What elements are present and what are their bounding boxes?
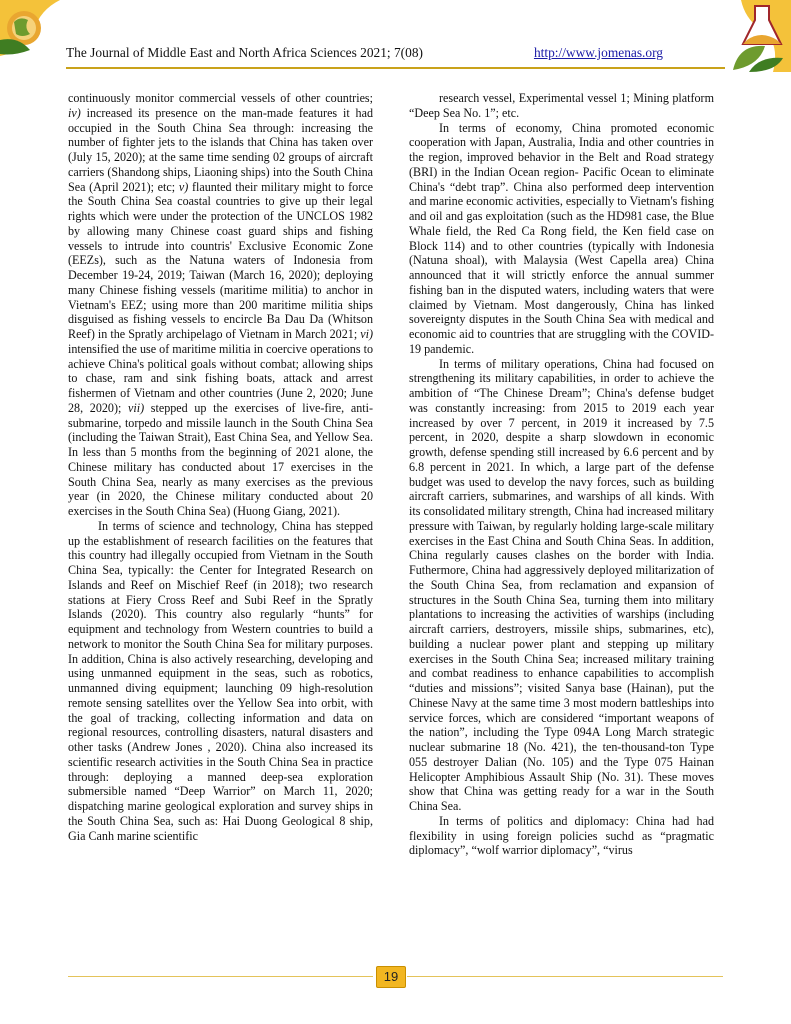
- paragraph-politics: In terms of politics and diplomacy: China had had flexibility in using foreign policies suchd as “pragmatic diplomacy”, “wolf warrior diplomacy”, “virus: [409, 813, 714, 858]
- globe-leaf-logo-icon: [0, 0, 66, 62]
- left-column: [68, 91, 373, 843]
- paragraph: continuously monitor commercial vessels of other countries; iv) increased its presence on the man-made features it had occupied in the South China Sea through: increasing the number of fighter jets to the islands that China has taken over (July 15, 2020); at the same time sending 02 groups of aircraft carriers (Shandong ships, Liaoning ships) into the South China Sea (April 2021); etc; v) flaunted their military might to force the South China Sea coastal countries to give up their legal rights which were under the protection of the UNCLOS 1982 by allowing many Chinese coast guard ships and fishing vessels to intrude into countris' Exclusive Economic Zone (EEZs), such as the Natuna waters of Indonesia from December 19-24, 2019; Taiwan (March 16, 2020); deploying many Chinese fishing vessels (maritime militia) to anchor in Vietnam's EEZ; using more than 200 maritime militia ships disguised as fishing vessels to encircle Ba Dau Da (Whitson Reef) in the Spratly archipelago of Vietnam in March 2021; vi) intensified the use of maritime militia in coercive operations to achieve China's political goals without combat; allowing ships to chase, ram and sink fishing boats, attack and arrest fishermen of Vietnam and other countries (June 2, 2020; June 28, 2020); vii) stepped up the exercises of live-fire, anti-submarine, torpedo and missile launch in the South China Sea (including the Taiwan Strait), East China Sea, and Yellow Sea. In less than 5 months from the beginning of 2021 alone, the Chinese military has conducted about 17 exercises in the South China Sea, nearly as many exercises as the previous year (in 2020, the Chinese military conducted about 20 exercises in the South China Sea) (Huong Giang, 2021).: [68, 91, 373, 518]
- page-number: 19: [376, 966, 406, 988]
- paragraph: research vessel, Experimental vessel 1; Mining platform “Deep Sea No. 1”; etc.: [409, 91, 714, 120]
- paragraph-science-technology: In terms of science and technology, China has stepped up the establishment of research facilities on the features that this country had illegally occupied from Vietnam in the South China Sea, typically: the Center for Integrated Research on Islands and Reef on Mischief Reef (in 2018); two research stations at Fiery Cross Reef and Subi Reef in the Spratly Islands (2020). This country also regularly “hunts” for equipment and technology from Western countries to build a network to monitor the South China Sea for military purposes. In addition, China is also actively researching, developing and using unmanned equipment in the seas, such as robotics, unmanned diving equipment; launching 09 high-resolution remote sensing satellites over the Yellow Sea into orbit, with the goal of tracking, collecting information and data on regional resources, controlling disasters, natural disasters and other tasks (Andrew Jones , 2020). China also increased its scientific research activities in the South China Sea in practice through: deploying a manned deep-sea exploration submersible named “Deep Warrior” on March 11, 2020; dispatching marine geological exploration and survey ships in the South China Sea, such as: Hai Duong Geological 8 ship, Gia Canh marine scientific: [68, 518, 373, 843]
- header-rule: [66, 67, 725, 69]
- journal-title: The Journal of Middle East and North Africa Sciences 2021; 7(08): [66, 45, 423, 60]
- right-column: [409, 91, 714, 858]
- lab-flask-leaf-logo-icon: [725, 0, 791, 72]
- paragraph-military: In terms of military operations, China had focused on strengthening its military capabilities, in order to achieve the ambition of “The Chinese Dream”; China's defense budget was constantly increasing: from 2015 to 2019 each year increased by over 7 percent, in 2019 it increased by 7.5 percent, in 2020, despite a sharp slowdown in economic growth, defense spending still increased by 6.6 percent and by 6.8 percent in 2021. In which, a large part of the defense budget was used to develop the navy forces, such as building aircraft carriers, submarines, and warships of all kinds. With its consolidated military strength, China had increased military pressure with Taiwan, by regularly holding large-scale military exercises in the East China and South China Seas. In addition, China regularly causes clashes on the border with India. Futhermore, China had aggressively deployed militarization of the South China Sea, from reclamation and expansion of structures in the South China Sea, turning them into military plantations to increasing the activities of warships (including aircraft carriers, destroyers, missile ships, submarines, etc), building a nuclear power plant and stepping up military exercises in the South China Sea; increased military training and combat readiness to enhance capabilities to accomplish “duties and missions”; visited Sanya base (Hainan), put the Chinese Navy at the same time 3 most modern battleships into service forces, which are considered “important weapons of the nation”, including the Type 094A Long March strategic nuclear submarine 18 (No. 421), the ten-thousand-ton Type 055 destroyer Dalian (No. 105) and the Type 075 Hainan Helicopter Amphibious Assault Ship (No. 31). These moves show that China was getting ready for a war in the South China Sea.: [409, 356, 714, 813]
- journal-url-link[interactable]: http://www.jomenas.org: [533, 45, 663, 60]
- running-header: [66, 40, 725, 66]
- paragraph-economy: In terms of economy, China promoted economic cooperation with Japan, Australia, India and other countries in the region, improved behavior in the Belt and Road strategy (BRI) in the Indian Ocean region- Pacific Ocean to eliminate China's “debt trap”. China also performed deep intervention and marine economic activities, especially to Vietnam's fishing and oil and gas exploitation (such as the HD981 case, the Blue Whale field, the Red Ca Rong field, the Ken field case on Block 114) and to other countries (typically with Indonesia (Natuna shoal), with Malaysia (West Capella area) China announced that it will strictly enforce the annual summer fishing ban in the disputed waters, including waters that were claimed by Vietnam. Most dangerously, China has linked sovereignty disputes in the South China Sea with medical and economic aid to countries that are struggling with the COVID-19 pandemic.: [409, 120, 714, 356]
- footer-rule-left: [68, 976, 373, 977]
- footer-rule-right: [407, 976, 723, 977]
